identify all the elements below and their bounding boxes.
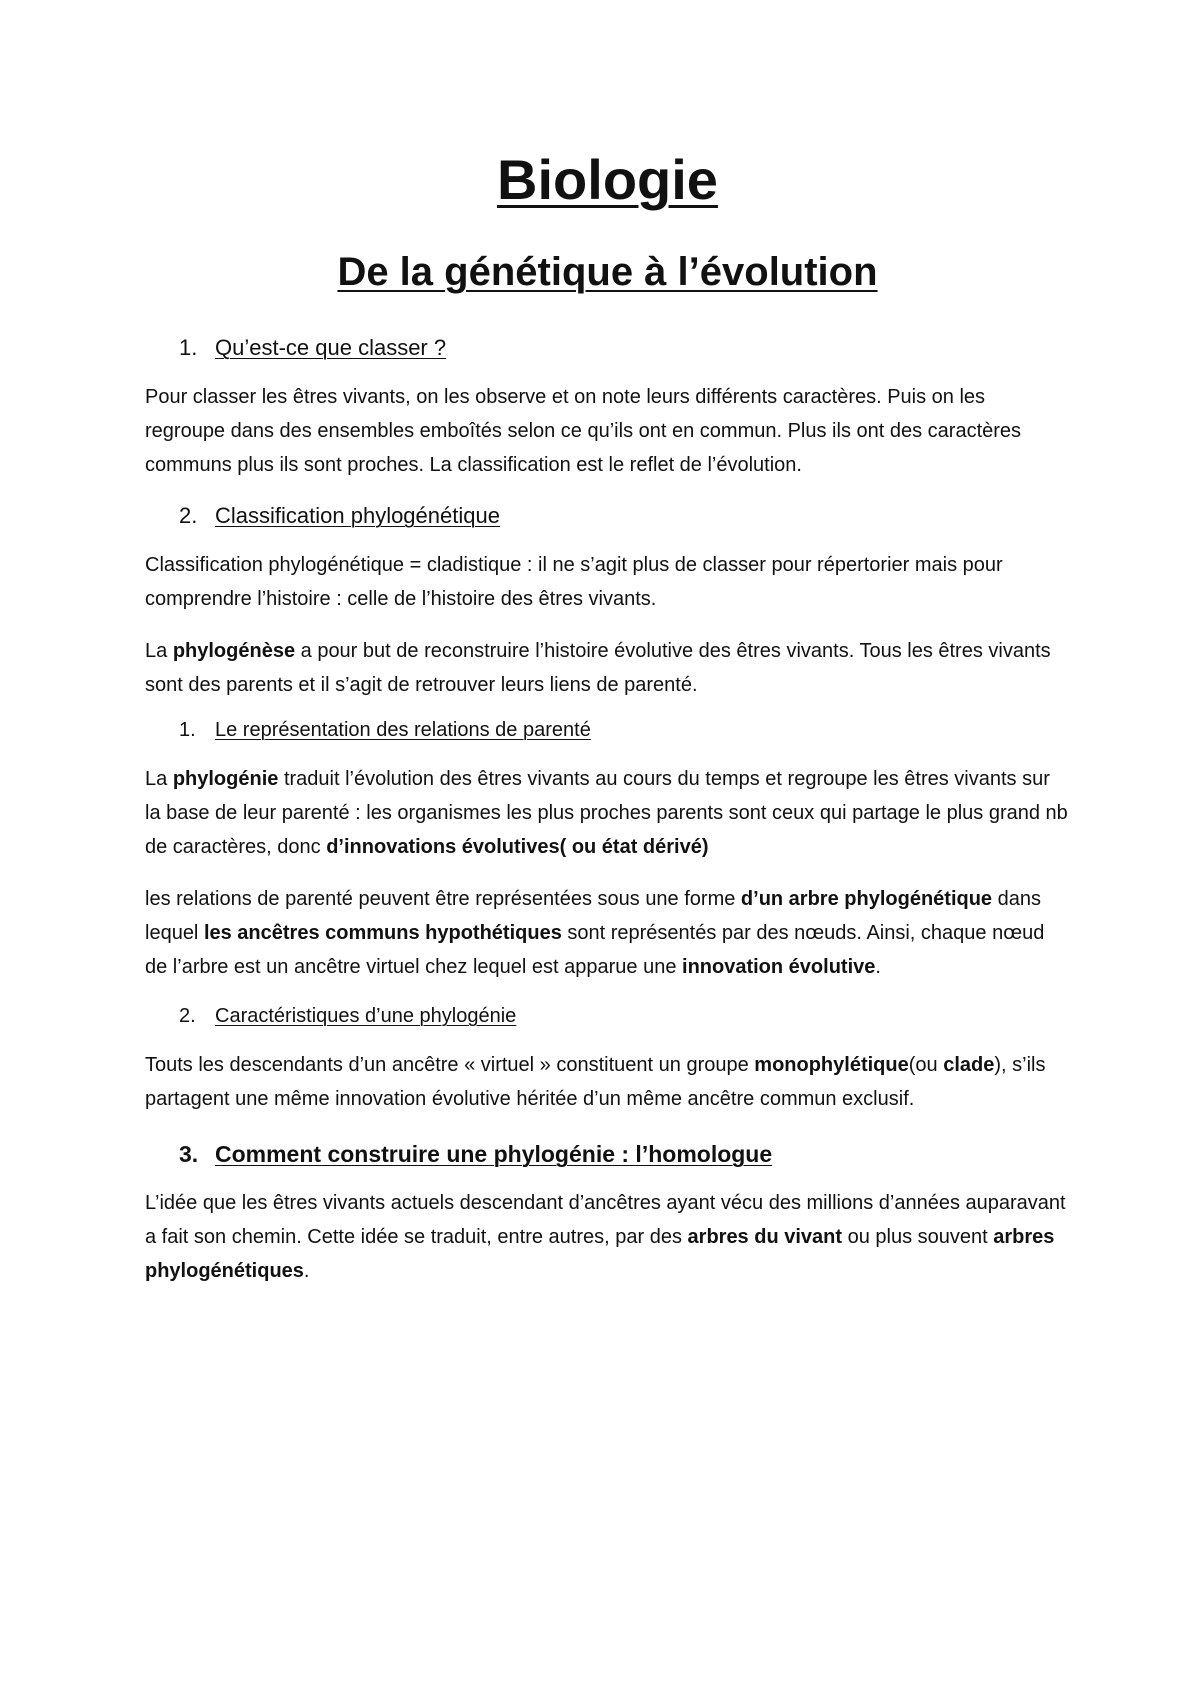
subsection-2-paragraph: Touts les descendants d’un ancêtre « virtuel » constituent un groupe monophylétique(ou clade), s’ils partagent une même innovation évolutive héritée d’un même ancêtre commun exclusif. bbox=[145, 1054, 1046, 1110]
section-2-number: 2. bbox=[179, 503, 198, 528]
section-2-heading bbox=[145, 502, 1070, 530]
section-3-title: Comment construire une phylogénie : l’homologue bbox=[215, 1141, 773, 1167]
subsection-1-paragraph-2: les relations de parenté peuvent être représentées sous une forme d’un arbre phylogénétique dans lequel les ancêtres communs hypothétiques sont représentés par des nœuds. Ainsi, chaque nœud de l’arbre est un ancêtre virtuel chez lequel est apparue une innovation évolutive. bbox=[145, 888, 1045, 978]
section-3-heading bbox=[145, 1140, 1070, 1168]
section-1-heading bbox=[145, 334, 1070, 362]
section-3-number: 3. bbox=[179, 1141, 199, 1167]
section-3-paragraph: L’idée que les êtres vivants actuels descendant d’ancêtres ayant vécu des millions d’années auparavant a fait son chemin. Cette idée se traduit, entre autres, par des arbres du vivant ou plus souvent arbres phylogénétiques. bbox=[145, 1192, 1066, 1282]
subsection-1-number: 1. bbox=[179, 719, 196, 741]
section-2-paragraph-1: Classification phylogénétique = cladistique : il ne s’agit plus de classer pour répertorier mais pour comprendre l’histoire : celle de l’histoire des êtres vivants. bbox=[145, 554, 1003, 610]
subsection-2-title: Caractéristiques d’une phylogénie bbox=[215, 1005, 517, 1027]
document-subtitle: De la génétique à l’évolution bbox=[337, 250, 878, 294]
subsection-1-paragraph-1: La phylogénie traduit l’évolution des êtres vivants au cours du temps et regroupe les êtres vivants sur la base de leur parenté : les organismes les plus proches parents sont ceux qui partage le plus grand nb de caractères, donc d’innovations évolutives( ou état dérivé) bbox=[145, 768, 1068, 858]
section-1-number: 1. bbox=[179, 335, 198, 360]
subsection-2-number: 2. bbox=[179, 1005, 196, 1027]
section-1-paragraph: Pour classer les êtres vivants, on les observe et on note leurs différents caractères. Puis on les regroupe dans des ensembles emboîtés selon ce qu’ils ont en commun. Plus ils ont des caractères communs plus ils sont proches. La classification est le reflet de l’évolution. bbox=[145, 386, 1022, 476]
subsection-1-title: Le représentation des relations de parenté bbox=[215, 719, 591, 741]
section-2-title: Classification phylogénétique bbox=[215, 503, 500, 528]
document-title: Biologie bbox=[497, 148, 718, 211]
section-1-title: Qu’est-ce que classer ? bbox=[215, 335, 447, 360]
section-2-paragraph-2: La phylogénèse a pour but de reconstruire l’histoire évolutive des êtres vivants. Tous les êtres vivants sont des parents et il s’agit de retrouver leurs liens de parenté. bbox=[145, 640, 1051, 696]
subsection-2-heading bbox=[145, 1002, 1070, 1030]
subsection-1-heading bbox=[145, 716, 1070, 744]
